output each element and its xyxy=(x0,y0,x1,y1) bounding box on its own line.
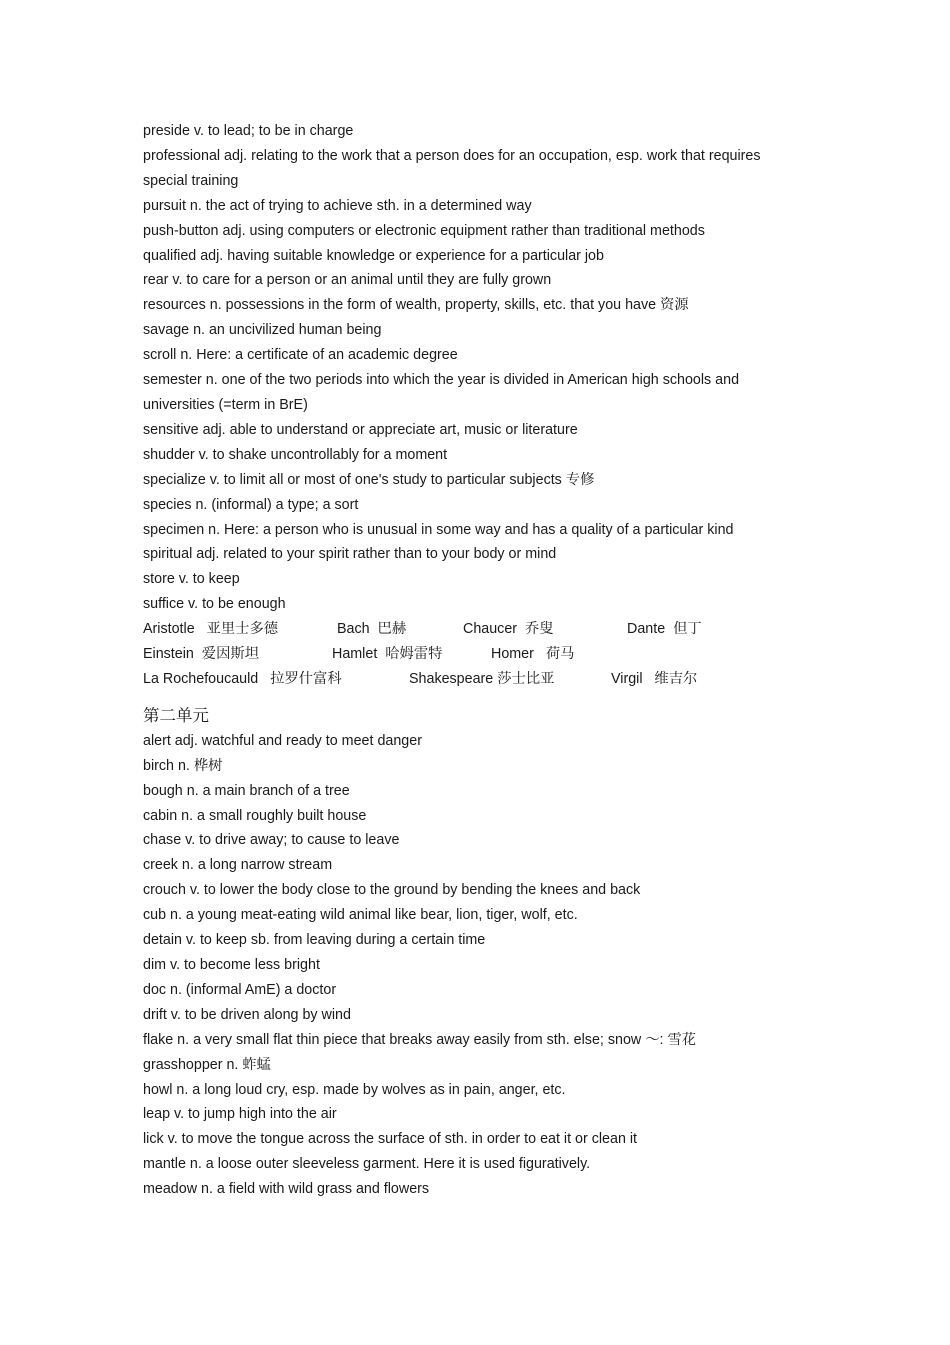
name-entry: Virgil 维吉尔 xyxy=(611,670,698,687)
vocab-entry: cub n. a young meat-eating wild animal like bear, lion, tiger, wolf, etc. xyxy=(143,907,578,924)
vocab-entry: cabin n. a small roughly built house xyxy=(143,807,367,824)
vocab-entry: savage n. an uncivilized human being xyxy=(143,322,382,339)
vocab-entry: detain v. to keep sb. from leaving during a certain time xyxy=(143,932,486,949)
unit2-heading: 第二单元 xyxy=(143,705,209,725)
vocab-entry: pursuit n. the act of trying to achieve sth. in a determined way xyxy=(143,197,532,214)
vocab-entry: specimen n. Here: a person who is unusual in some way and has a quality of a particular kind xyxy=(143,521,734,538)
vocab-entry: preside v. to lead; to be in charge xyxy=(143,123,354,139)
vocab-entry: dim v. to become less bright xyxy=(143,957,320,973)
vocab-entry: shudder v. to shake uncontrollably for a moment xyxy=(143,446,448,463)
vocab-entry: qualified adj. having suitable knowledge or experience for a particular job xyxy=(143,247,604,264)
vocab-entry: chase v. to drive away; to cause to leave xyxy=(143,832,400,849)
vocab-entry: crouch v. to lower the body close to the ground by bending the knees and back xyxy=(143,882,641,899)
vocab-entry: alert adj. watchful and ready to meet danger xyxy=(143,732,422,749)
names-row xyxy=(143,617,803,642)
vocab-entry: howl n. a long loud cry, esp. made by wolves as in pain, anger, etc. xyxy=(143,1081,566,1098)
document-page xyxy=(143,119,803,1202)
vocab-entry: creek n. a long narrow stream xyxy=(143,857,333,874)
vocab-entry: semester n. one of the two periods into which the year is divided in American high schools and universities (=term in BrE) xyxy=(143,372,740,413)
name-entry: Homer 荷马 xyxy=(491,646,575,663)
vocab-entry: push-button adj. using computers or electronic equipment rather than traditional methods xyxy=(143,222,705,239)
vocab-entry: leap v. to jump high into the air xyxy=(143,1106,337,1123)
name-entry: Chaucer 乔叟 xyxy=(463,621,554,638)
names-row xyxy=(143,642,803,667)
vocab-entry: professional adj. relating to the work that a person does for an occupation, esp. work that requires special training xyxy=(143,147,761,189)
names-table xyxy=(143,617,803,692)
name-entry: Shakespeare 莎士比亚 xyxy=(409,670,555,687)
vocab-entry: scroll n. Here: a certificate of an academic degree xyxy=(143,347,458,364)
name-entry: Bach 巴赫 xyxy=(337,621,407,638)
vocab-entry: suffice v. to be enough xyxy=(143,596,286,613)
vocab-entry: flake n. a very small flat thin piece that breaks away easily from sth. else; snow ～: 雪花 xyxy=(143,1031,697,1048)
vocab-entry: birch n. 桦树 xyxy=(143,757,223,774)
vocab-entry: grasshopper n. 蚱蜢 xyxy=(143,1056,271,1073)
vocab-entry: sensitive adj. able to understand or appreciate art, music or literature xyxy=(143,421,578,438)
vocab-entry: rear v. to care for a person or an animal until they are fully grown xyxy=(143,272,552,289)
vocab-entry: doc n. (informal AmE) a doctor xyxy=(143,981,337,998)
names-row xyxy=(143,667,803,692)
vocab-entry: store v. to keep xyxy=(143,571,240,588)
vocab-entry: resources n. possessions in the form of wealth, property, skills, etc. that you have 资源 xyxy=(143,297,689,314)
vocab-entry: drift v. to be driven along by wind xyxy=(143,1006,351,1023)
name-entry: Hamlet 哈姆雷特 xyxy=(332,646,443,663)
name-entry: La Rochefoucauld 拉罗什富科 xyxy=(143,670,342,687)
vocab-entry: specialize v. to limit all or most of one's study to particular subjects 专修 xyxy=(143,471,595,488)
name-entry: Aristotle 亚里士多德 xyxy=(143,621,279,638)
vocab-entry: mantle n. a loose outer sleeveless garment. Here it is used figuratively. xyxy=(143,1156,591,1173)
vocab-entry: spiritual adj. related to your spirit rather than to your body or mind xyxy=(143,546,557,563)
vocab-entry: bough n. a main branch of a tree xyxy=(143,782,350,799)
name-entry: Einstein 爱因斯坦 xyxy=(143,646,259,663)
vocab-entry: lick v. to move the tongue across the surface of sth. in order to eat it or clean it xyxy=(143,1131,638,1148)
vocab-list-unit2 xyxy=(143,729,803,1202)
vocab-entry: meadow n. a field with wild grass and flowers xyxy=(143,1181,430,1198)
vocab-entry: species n. (informal) a type; a sort xyxy=(143,496,359,513)
name-entry: Dante 但丁 xyxy=(627,621,702,638)
vocab-list-unit1 xyxy=(143,119,803,617)
